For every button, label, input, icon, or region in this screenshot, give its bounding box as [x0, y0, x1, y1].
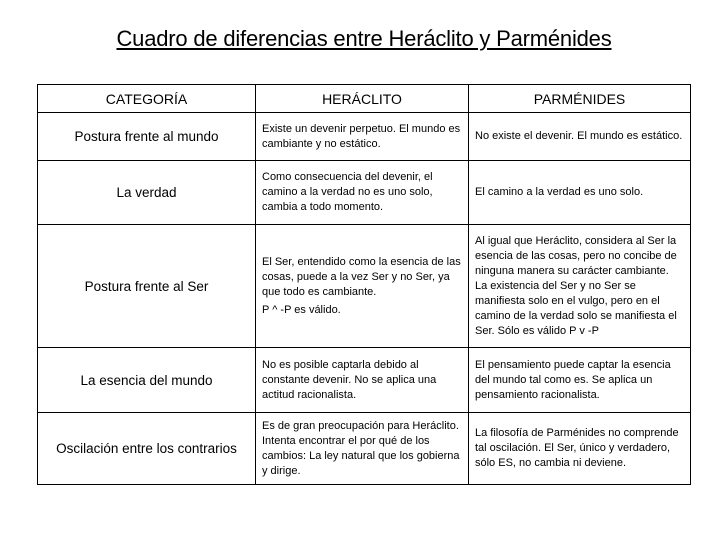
table-row [38, 113, 691, 161]
parmenides-text: El camino a la verdad es uno solo. [475, 186, 644, 198]
category-cell: Oscilación entre los contrarios [38, 413, 256, 485]
heraclito-text: Existe un devenir perpetuo. El mundo es cambiante y no estático. [262, 122, 461, 150]
heraclito-formula: P ^ -P es válido. [262, 303, 341, 316]
heraclito-cell [256, 225, 469, 348]
heraclito-text: Es de gran preocupación para Heráclito. Intenta encontrar el por qué de los cambios: La ley natural que los gobierna y dirige. [262, 419, 460, 477]
heraclito-cell [256, 113, 469, 161]
category-cell: La verdad [38, 161, 256, 225]
heraclito-cell [256, 161, 469, 225]
parmenides-cell [469, 413, 691, 485]
table-row [38, 348, 691, 413]
category-cell: La esencia del mundo [38, 348, 256, 413]
page-title: Cuadro de diferencias entre Heráclito y Parménides [116, 26, 612, 51]
category-cell: Postura frente al Ser [38, 225, 256, 348]
parmenides-cell [469, 348, 691, 413]
parmenides-cell [469, 161, 691, 225]
category-cell: Postura frente al mundo [38, 113, 256, 161]
heraclito-text: El Ser, entendido como la esencia de las cosas, puede a la vez Ser y no Ser, ya que todo es cambiante. [262, 255, 461, 298]
heraclito-cell [256, 348, 469, 413]
header-parmenides: PARMÉNIDES [469, 85, 691, 113]
table-row [38, 413, 691, 485]
parmenides-text: La filosofía de Parménides no comprende tal oscilación. El Ser, único y verdadero, sólo ES, no cambia ni deviene. [475, 427, 679, 469]
parmenides-text: No existe el devenir. El mundo es estático. [475, 130, 683, 142]
table-row [38, 161, 691, 225]
parmenides-cell [469, 225, 691, 348]
heraclito-text: Como consecuencia del devenir, el camino a la verdad no es uno solo, cambia a todo momento. [262, 171, 433, 213]
parmenides-cell [469, 113, 691, 161]
header-categoria: CATEGORÍA [38, 85, 256, 113]
table-row [38, 225, 691, 348]
comparison-table [37, 84, 691, 485]
header-heraclito: HERÁCLITO [256, 85, 469, 113]
heraclito-text: No es posible captarla debido al constante devenir. No se aplica una actitud racionalista. [262, 358, 437, 401]
parmenides-text: El pensamiento puede captar la esencia del mundo tal como es. Se aplica un pensamiento racionalista. [475, 358, 671, 401]
parmenides-text: Al igual que Heráclito, considera al Ser la esencia de las cosas, pero no concibe de ninguna manera su carácter cambiante. La existencia del Ser y no Ser se manifiesta solo en el vulgo, pero en el camino de la verdad solo se manifiesta el Ser. Sólo es válido P v -P [475, 234, 677, 337]
table-header-row [38, 85, 691, 113]
heraclito-cell [256, 413, 469, 485]
